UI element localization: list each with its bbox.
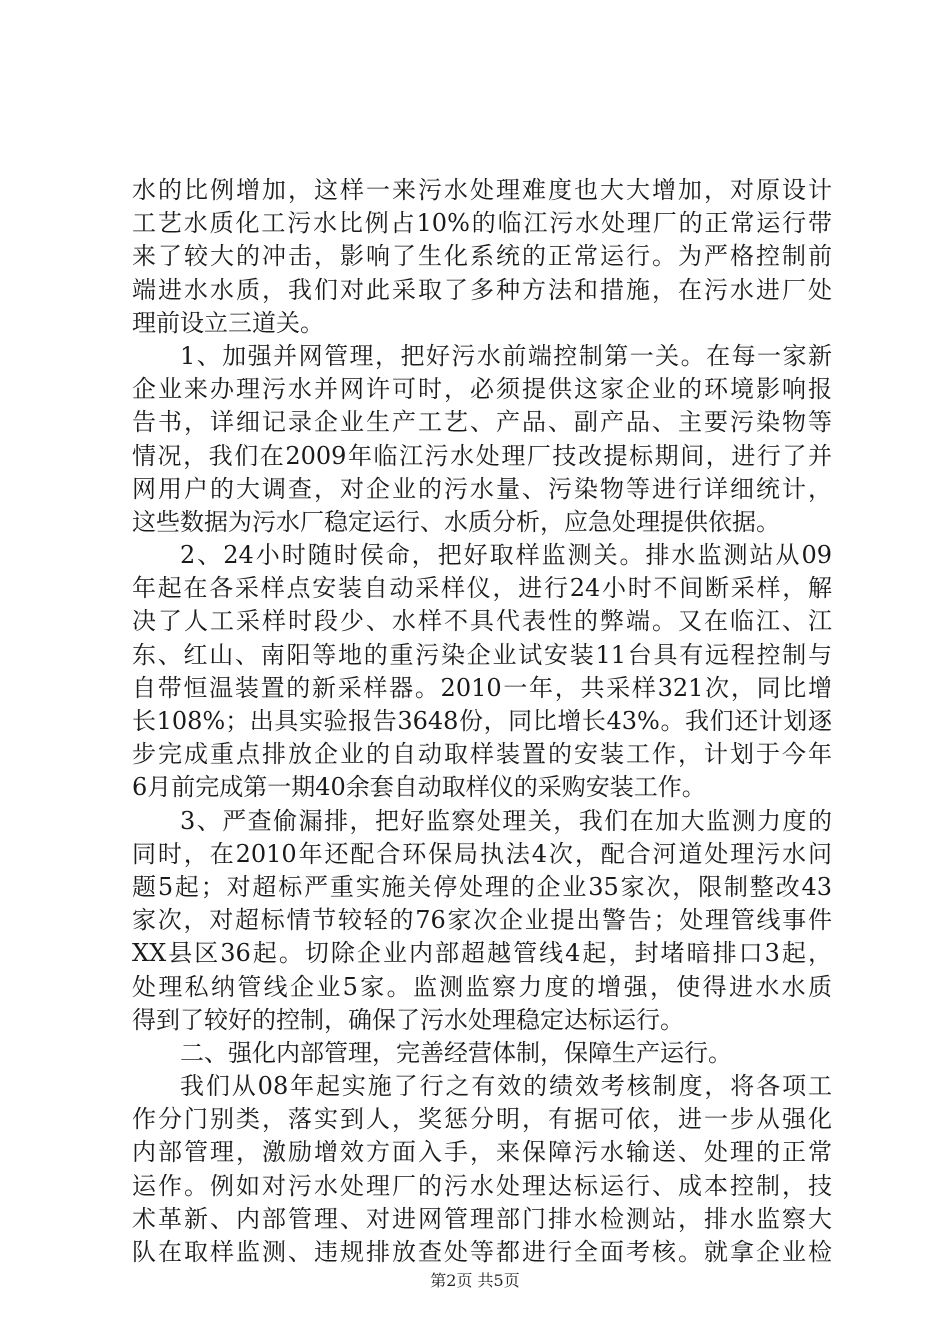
text-line: 我们从08年起实施了行之有效的绩效考核制度，将各项工 bbox=[180, 1072, 832, 1101]
text-line: 术革新、内部管理、对进网管理部门排水检测站，排水监察大 bbox=[132, 1204, 832, 1233]
text-line: 内部管理，激励增效方面入手，来保障污水输送、处理的正常 bbox=[132, 1138, 832, 1167]
text-line: 端进水水质，我们对此采取了多种方法和措施，在污水进厂处 bbox=[132, 275, 832, 304]
text-line: 处理私纳管线企业5家。监测监察力度的增强，使得进水水质 bbox=[132, 972, 832, 1001]
text-line: 决了人工采样时段少、水样不具代表性的弊端。又在临江、江 bbox=[132, 607, 832, 636]
text-line: 运作。例如对污水处理厂的污水处理达标运行、成本控制，技 bbox=[132, 1171, 832, 1200]
text-line: 长108%；出具实验报告3648份，同比增长43%。我们还计划逐 bbox=[132, 707, 832, 735]
text-line: 年起在各采样点安装自动采样仪，进行24小时不间断采样，解 bbox=[132, 574, 832, 603]
text-line: 这些数据为污水厂稳定运行、水质分析，应急处理提供依据。 bbox=[132, 507, 780, 536]
text-line: 得到了较好的控制，确保了污水处理稳定达标运行。 bbox=[132, 1005, 684, 1034]
text-line: 企业来办理污水并网许可时，必须提供这家企业的环境影响报 bbox=[132, 375, 832, 404]
text-line: 工艺水质化工污水比例占10%的临江污水处理厂的正常运行带 bbox=[132, 209, 832, 238]
section-heading: 二、强化内部管理，完善经营体制，保障生产运行。 bbox=[180, 1038, 732, 1067]
text-line: 队在取样监测、违规排放查处等都进行全面考核。就拿企业检 bbox=[132, 1238, 832, 1266]
text-line: 网用户的大调查，对企业的污水量、污染物等进行详细统计， bbox=[132, 474, 832, 503]
text-line: 情况，我们在2009年临江污水处理厂技改提标期间，进行了并 bbox=[132, 441, 832, 470]
text-line: 作分门别类，落实到人，奖惩分明，有据可依，进一步从强化 bbox=[132, 1105, 832, 1134]
text-line: 同时，在2010年还配合环保局执法4次，配合河道处理污水问 bbox=[132, 839, 832, 868]
text-line: 1、加强并网管理，把好污水前端控制第一关。在每一家新 bbox=[180, 341, 832, 370]
text-line: 3、严查偷漏排，把好监察处理关，我们在加大监测力度的 bbox=[180, 806, 832, 835]
text-line: 理前设立三道关。 bbox=[132, 308, 324, 337]
body-text bbox=[132, 174, 832, 1269]
text-line: 告书，详细记录企业生产工艺、产品、副产品、主要污染物等 bbox=[132, 408, 832, 437]
text-line: XX县区36起。切除企业内部超越管线4起，封堵暗排口3起， bbox=[132, 939, 832, 968]
text-line: 水的比例增加，这样一来污水处理难度也大大增加，对原设计 bbox=[132, 176, 832, 204]
page-number-footer: 第2页 共5页 bbox=[430, 1271, 520, 1290]
text-line: 步完成重点排放企业的自动取样装置的安装工作，计划于今年 bbox=[132, 740, 832, 769]
text-line: 2、24小时随时侯命，把好取样监测关。排水监测站从09 bbox=[180, 541, 832, 570]
text-line: 题5起；对超标严重实施关停处理的企业35家次，限制整改43 bbox=[132, 872, 832, 901]
text-line: 东、红山、南阳等地的重污染企业试安装11台具有远程控制与 bbox=[132, 640, 832, 669]
text-line: 家次，对超标情节较轻的76家次企业提出警告；处理管线事件 bbox=[132, 906, 832, 935]
text-line: 6月前完成第一期40余套自动取样仪的采购安装工作。 bbox=[132, 773, 706, 802]
text-line: 自带恒温装置的新采样器。2010一年，共采样321次，同比增 bbox=[132, 673, 832, 702]
text-line: 来了较大的冲击，影响了生化系统的正常运行。为严格控制前 bbox=[132, 242, 832, 271]
